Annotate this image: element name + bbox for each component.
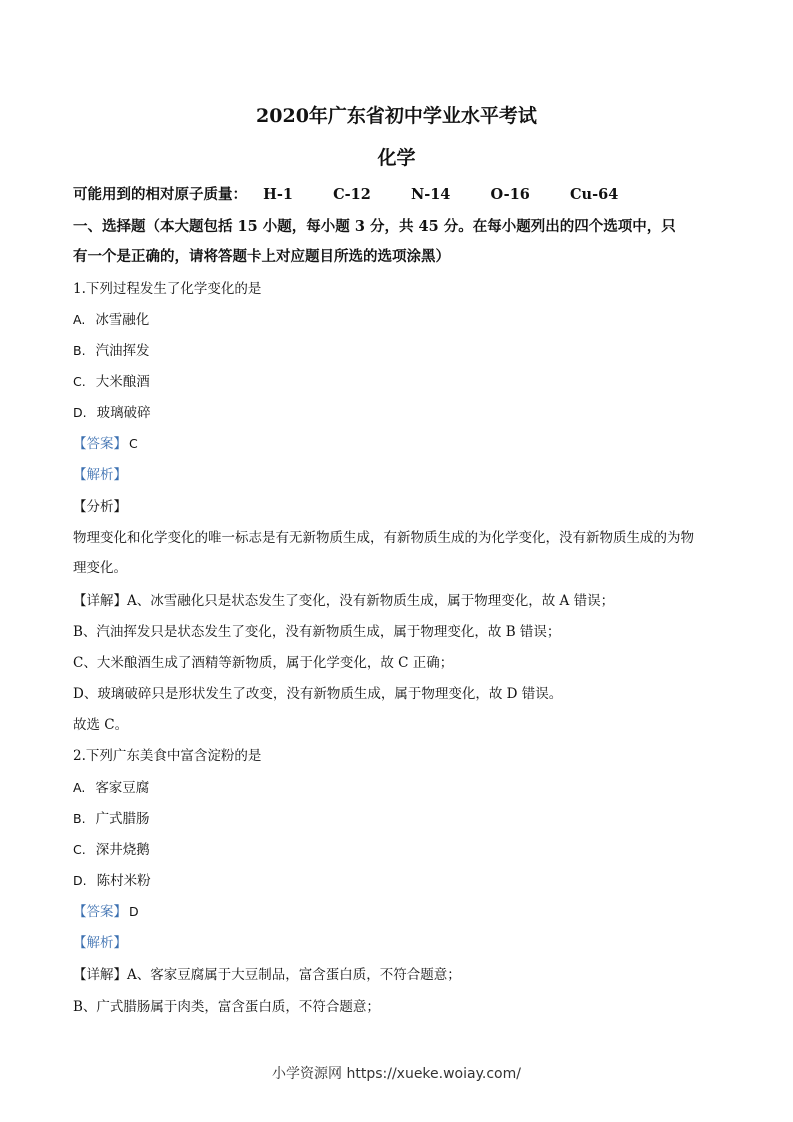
atomic-mass-c: C-12	[333, 186, 371, 203]
q1-detail-b: B、汽油挥发只是状态发生了变化，没有新物质生成，属于物理变化，故 B 错误；	[73, 624, 561, 640]
q1-option-a-letter: A.	[73, 312, 86, 327]
q1-answer-value: C	[129, 436, 138, 451]
q2-option-a-letter: A.	[73, 780, 86, 795]
atomic-mass-cu: Cu-64	[570, 186, 619, 203]
q2-option-b-text: 广式腊肠	[95, 811, 150, 827]
q1-option-b-letter: B.	[73, 343, 86, 358]
section-heading-line2: 有一个是正确的，请将答题卡上对应题目所选的选项涂黑）	[73, 248, 450, 265]
q2-option-d-letter: D.	[73, 873, 87, 888]
q1-option-d-text: 玻璃破碎	[96, 405, 151, 421]
q1-fenxi-line2: 理变化。	[73, 560, 127, 576]
q1-option-a	[73, 308, 149, 328]
q1-option-b	[73, 339, 150, 359]
q1-answer-label: 【答案】	[73, 436, 127, 452]
q1-option-c-letter: C.	[73, 374, 86, 389]
q1-option-c	[73, 370, 150, 390]
q2-detail-a: 【详解】A、客家豆腐属于大豆制品，富含蛋白质，不符合题意；	[73, 967, 461, 983]
atomic-mass-h: H-1	[263, 186, 293, 203]
q2-option-c-letter: C.	[73, 842, 86, 857]
q2-option-b-letter: B.	[73, 811, 86, 826]
section-heading-line1: 一、选择题（本大题包括 15 小题，每小题 3 分，共 45 分。在每小题列出的四个选项中，只	[73, 218, 676, 235]
q1-answer	[73, 432, 138, 452]
q1-option-b-text: 汽油挥发	[95, 343, 150, 359]
q1-detail-c: C、大米酿酒生成了酒精等新物质，属于化学变化，故 C 正确；	[73, 655, 454, 671]
atomic-mass-o: O-16	[490, 186, 530, 203]
q1-conclusion: 故选 C。	[73, 717, 129, 733]
q2-option-a	[73, 776, 149, 796]
atomic-mass-n: N-14	[410, 186, 451, 203]
q2-option-c	[73, 838, 150, 858]
page-title: 2020年广东省初中学业水平考试	[256, 105, 537, 127]
q2-option-c-text: 深井烧鹅	[95, 842, 150, 858]
q2-detail-b: B、广式腊肠属于肉类，富含蛋白质，不符合题意；	[73, 999, 380, 1015]
q2-answer-value: D	[129, 904, 139, 919]
q2-stem: 2.下列广东美食中富含淀粉的是	[73, 748, 262, 764]
q1-fenxi-line1: 物理变化和化学变化的唯一标志是有无新物质生成，有新物质生成的为化学变化，没有新物质生成的为物	[73, 530, 694, 546]
q2-option-b	[73, 807, 150, 827]
q1-fenxi-label: 【分析】	[73, 499, 127, 515]
footer-watermark: 小学资源网 https://xueke.woiay.com/	[272, 1066, 521, 1082]
q1-detail-d: D、玻璃破碎只是形状发生了改变，没有新物质生成，属于物理变化，故 D 错误。	[73, 686, 563, 702]
atomic-mass-line	[73, 183, 618, 204]
q2-option-d	[73, 869, 151, 889]
q2-analysis-label: 【解析】	[73, 935, 127, 951]
atomic-mass-label: 可能用到的相对原子质量：	[73, 186, 247, 203]
subject-title: 化学	[377, 147, 416, 169]
q1-option-a-text: 冰雪融化	[95, 312, 150, 328]
q2-option-d-text: 陈村米粉	[96, 873, 151, 889]
q2-answer	[73, 900, 139, 920]
q1-option-d-letter: D.	[73, 405, 87, 420]
q1-detail-a: 【详解】A、冰雪融化只是状态发生了变化，没有新物质生成，属于物理变化，故 A 错误；	[73, 593, 615, 609]
q2-answer-label: 【答案】	[73, 904, 127, 920]
q2-option-a-text: 客家豆腐	[95, 780, 150, 796]
q1-option-d	[73, 401, 151, 421]
q1-stem: 1.下列过程发生了化学变化的是	[73, 281, 262, 297]
q1-option-c-text: 大米酿酒	[95, 374, 150, 390]
q1-analysis-label: 【解析】	[73, 467, 127, 483]
